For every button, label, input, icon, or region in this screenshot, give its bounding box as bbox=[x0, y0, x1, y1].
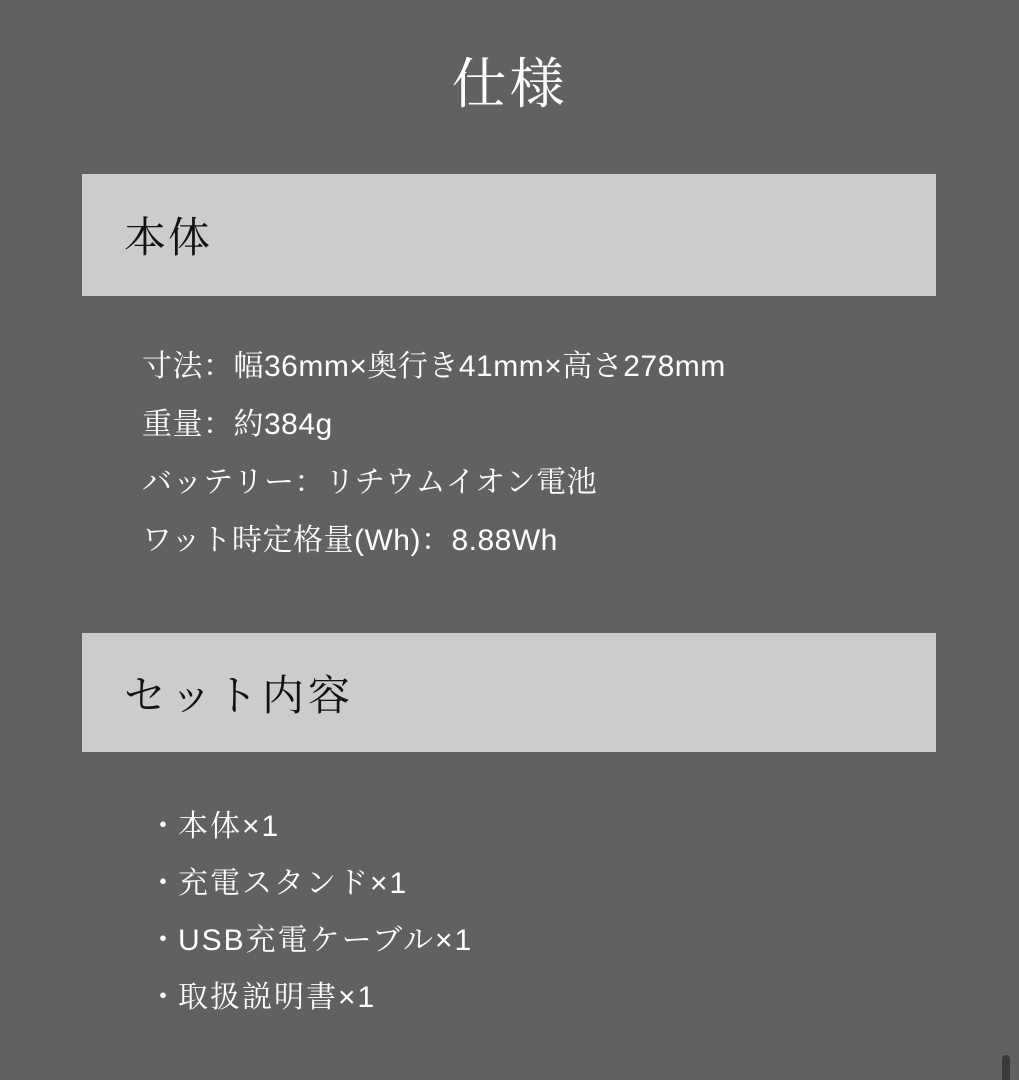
section-heading: セット内容 bbox=[124, 671, 355, 719]
list-item-label: USB充電ケーブル×1 bbox=[178, 924, 474, 957]
list-item-label: 取扱説明書×1 bbox=[178, 981, 377, 1014]
bullet-dot: ・ bbox=[148, 867, 178, 900]
list-item-manual bbox=[148, 969, 473, 1026]
section-banner-main-unit bbox=[82, 174, 936, 296]
list-item-charging-stand bbox=[148, 855, 473, 912]
spec-line-watt-hour: ワット時定格量(Wh)：8.88Wh bbox=[142, 524, 558, 557]
list-item-usb-cable bbox=[148, 912, 473, 969]
section-heading: 本体 bbox=[124, 214, 213, 261]
spec-line-weight: 重量：約384g bbox=[142, 408, 333, 441]
list-item-label: 本体×1 bbox=[178, 810, 281, 843]
scrollbar-thumb[interactable] bbox=[1002, 1055, 1010, 1080]
bullet-dot: ・ bbox=[148, 924, 178, 957]
bullet-dot: ・ bbox=[148, 981, 178, 1014]
set-contents-list bbox=[148, 798, 473, 1026]
list-item-label: 充電スタンド×1 bbox=[178, 867, 409, 900]
spec-list bbox=[142, 338, 726, 570]
spec-line-battery: バッテリー：リチウムイオン電池 bbox=[142, 466, 598, 499]
bullet-dot: ・ bbox=[148, 810, 178, 843]
spec-line-dimensions: 寸法：幅36mm×奥行き41mm×高さ278mm bbox=[142, 350, 726, 383]
list-item-main-unit bbox=[148, 798, 473, 855]
section-banner-set-contents bbox=[82, 633, 936, 752]
page-title: 仕様 bbox=[451, 53, 568, 115]
